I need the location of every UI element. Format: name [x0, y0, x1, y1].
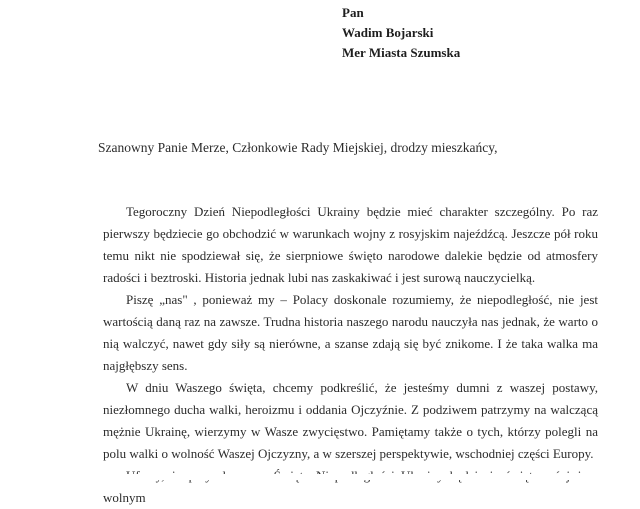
recipient-name: Wadim Bojarski	[342, 25, 434, 40]
paragraph-3: W dniu Waszego święta, chcemy podkreślić, że jesteśmy dumni z waszej postawy, niezłomnego ducha walki, heroizmu i oddania Ojczyźnie. Z podziwem patrzymy na walczącą mężnie Ukrainę, wierzymy w Wasze zwycięstwo. Pamiętamy także o tych, którzy polegli na polu walki o wolność Waszej Ojczyzny, a w szerszej perspektywie, wschodniej części Europy.	[103, 380, 598, 461]
page-cutoff-edge	[0, 474, 640, 480]
paragraph-1: Tegoroczny Dzień Niepodległości Ukrainy będzie mieć charakter szczególny. Po raz pierwszy będziecie go obchodzić w warunkach wojny z rosyjskim najeźdźcą. Jeszcze pół roku temu nikt nie spodziewał się, że sierpniowe święto narodowe dalekie będzie od atmosfery radości i beztroski. Historia jednak lubi nas zaskakiwać i jest surową nauczycielką.	[103, 204, 598, 285]
recipient-position: Mer Miasta Szumska	[342, 45, 461, 60]
recipient-block	[342, 3, 460, 63]
salutation: Szanowny Panie Merze, Członkowie Rady Miejskiej, drodzy mieszkańcy,	[98, 140, 498, 155]
paragraph-2: Piszę „nas" , ponieważ my – Polacy doskonale rozumiemy, że niepodległość, nie jest wartością daną raz na zawsze. Trudna historia naszego narodu nauczyła nas jednak, że warto o nią walczyć, nawet gdy siły są nierówne, a szanse zdają się być znikome. I że taka walka ma najgłębszy sens.	[103, 292, 598, 373]
recipient-title: Pan	[342, 5, 364, 20]
letter-body	[103, 201, 598, 509]
paragraph-4: wolnym	[103, 490, 146, 505]
